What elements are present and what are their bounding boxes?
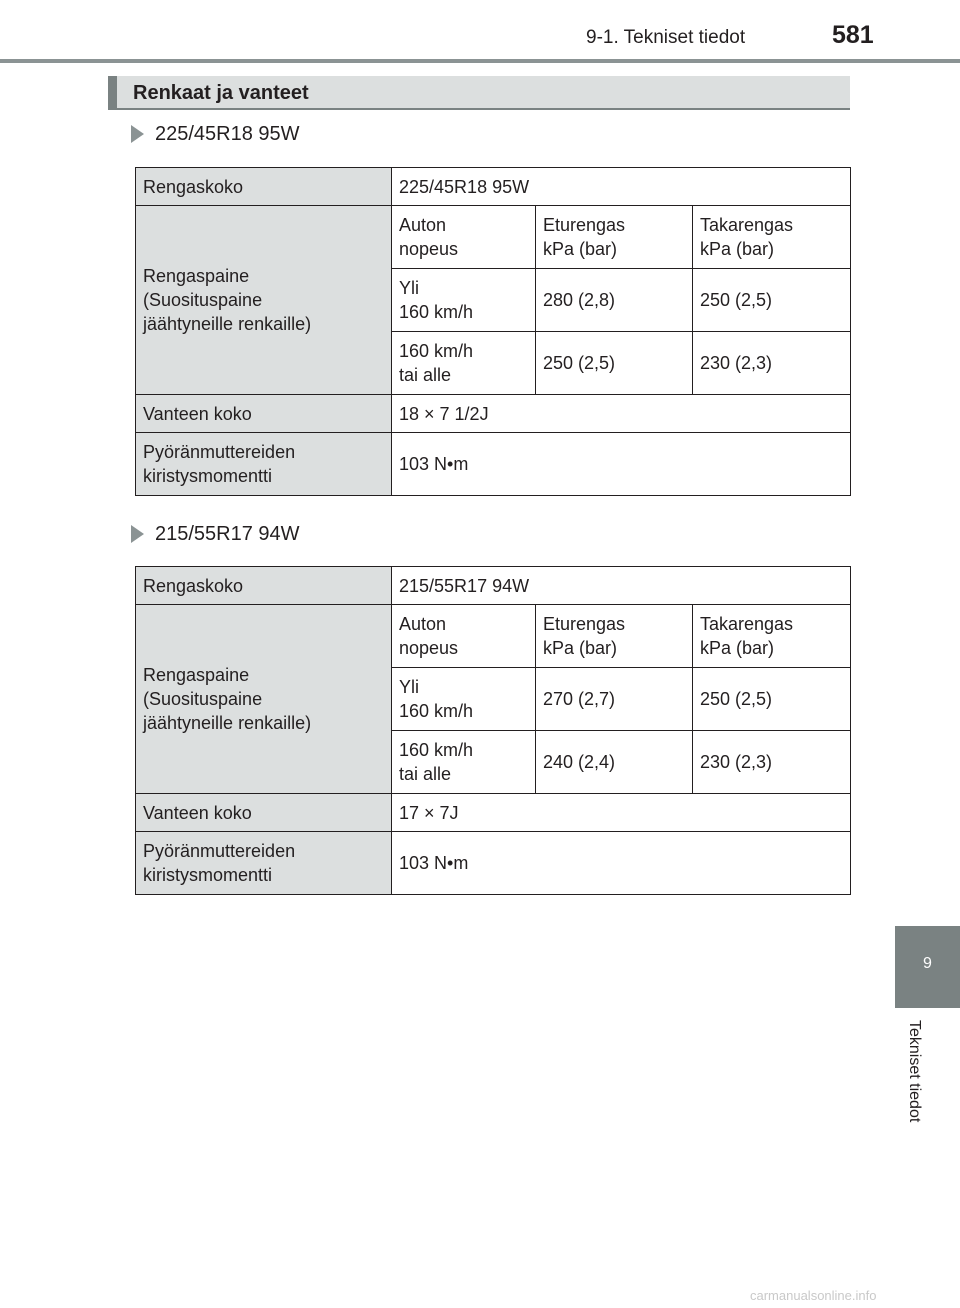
- rear-pressure-over-160: 250 (2,5): [693, 269, 851, 332]
- speed-160-or-less: 160 km/h tai alle: [392, 332, 536, 395]
- header-rule: [0, 59, 960, 63]
- rim-size-value: 18 × 7 1/2J: [392, 395, 851, 433]
- front-pressure-160-or-less: 240 (2,4): [536, 731, 693, 794]
- watermark: carmanualsonline.info: [750, 1288, 877, 1303]
- column-header-rear: Takarengas kPa (bar): [693, 605, 851, 668]
- rim-size-label: Vanteen koko: [136, 794, 392, 832]
- tire-pressure-label: Rengaspaine (Suosituspaine jäähtyneille renkaille): [136, 206, 392, 395]
- rear-pressure-over-160: 250 (2,5): [693, 668, 851, 731]
- table-row: [136, 395, 851, 433]
- tire-size-bullet-1: [131, 120, 531, 150]
- page-number: 581: [832, 21, 874, 49]
- tire-spec-table-2: [135, 566, 851, 895]
- column-header-front: Eturengas kPa (bar): [536, 605, 693, 668]
- column-header-front: Eturengas kPa (bar): [536, 206, 693, 269]
- chapter-tab-label: Tekniset tiedot: [906, 1020, 923, 1123]
- rear-pressure-160-or-less: 230 (2,3): [693, 731, 851, 794]
- front-pressure-160-or-less: 250 (2,5): [536, 332, 693, 395]
- table-row: [136, 206, 851, 269]
- table-row: [136, 168, 851, 206]
- lug-nut-torque-label: Pyöränmuttereiden kiristysmomentti: [136, 433, 392, 496]
- table-row: [136, 567, 851, 605]
- rim-size-label: Vanteen koko: [136, 395, 392, 433]
- tire-size-label: Rengaskoko: [136, 567, 392, 605]
- rear-pressure-160-or-less: 230 (2,3): [693, 332, 851, 395]
- tire-size-value: 215/55R17 94W: [392, 567, 851, 605]
- table-row: [136, 794, 851, 832]
- lug-nut-torque-value: 103 N•m: [392, 433, 851, 496]
- tire-size-bullet-2: [131, 520, 531, 550]
- speed-over-160: Yli 160 km/h: [392, 668, 536, 731]
- tire-pressure-label: Rengaspaine (Suosituspaine jäähtyneille renkaille): [136, 605, 392, 794]
- front-pressure-over-160: 270 (2,7): [536, 668, 693, 731]
- bullet-text: 215/55R17 94W: [155, 523, 300, 545]
- table-row: [136, 605, 851, 668]
- section-heading: Renkaat ja vanteet: [133, 82, 309, 104]
- tire-spec-table-1: [135, 167, 851, 496]
- lug-nut-torque-label: Pyöränmuttereiden kiristysmomentti: [136, 832, 392, 895]
- chapter-tab-number: 9: [923, 955, 932, 972]
- column-header-speed: Auton nopeus: [392, 605, 536, 668]
- tire-size-label: Rengaskoko: [136, 168, 392, 206]
- speed-over-160: Yli 160 km/h: [392, 269, 536, 332]
- chapter-tab[interactable]: [895, 926, 960, 1008]
- column-header-rear: Takarengas kPa (bar): [693, 206, 851, 269]
- lug-nut-torque-value: 103 N•m: [392, 832, 851, 895]
- rim-size-value: 17 × 7J: [392, 794, 851, 832]
- bullet-triangle-icon: [131, 525, 144, 543]
- table-row: [136, 832, 851, 895]
- tire-size-value: 225/45R18 95W: [392, 168, 851, 206]
- column-header-speed: Auton nopeus: [392, 206, 536, 269]
- bullet-text: 225/45R18 95W: [155, 123, 300, 145]
- front-pressure-over-160: 280 (2,8): [536, 269, 693, 332]
- speed-160-or-less: 160 km/h tai alle: [392, 731, 536, 794]
- section-heading-bar: [108, 76, 850, 110]
- header-section-title: 9-1. Tekniset tiedot: [586, 27, 746, 48]
- bullet-triangle-icon: [131, 125, 144, 143]
- table-row: [136, 433, 851, 496]
